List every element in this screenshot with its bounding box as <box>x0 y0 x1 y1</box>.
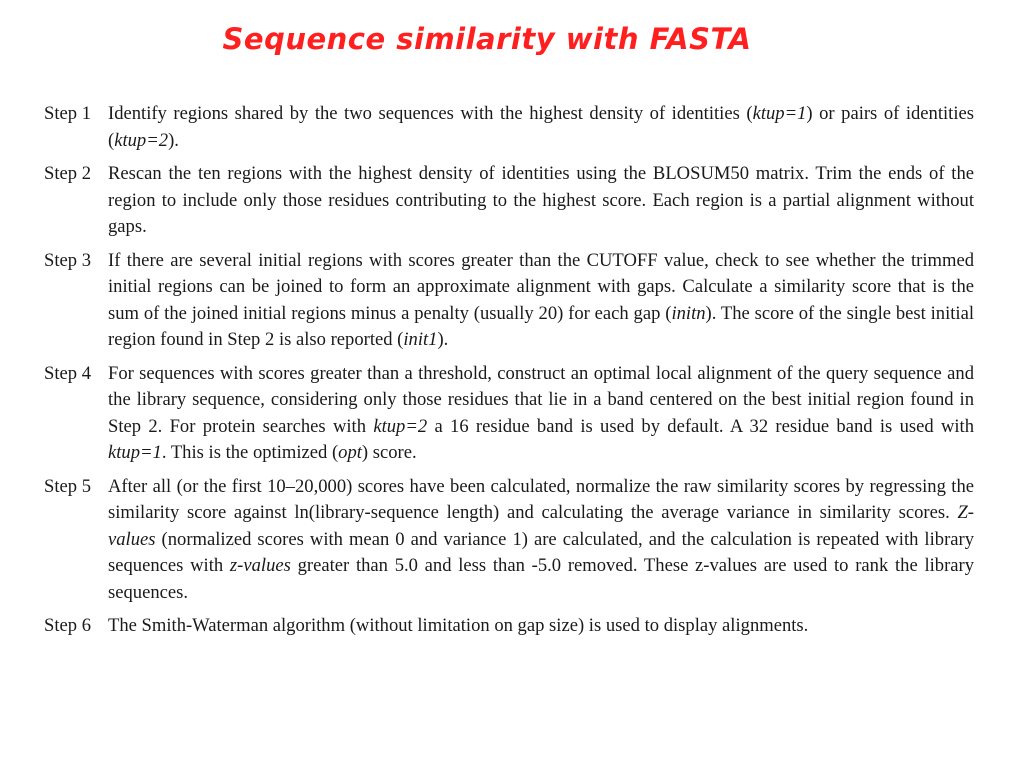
step-term: initn <box>671 302 706 324</box>
step-item <box>44 613 974 640</box>
step-text <box>108 361 974 467</box>
step-item <box>44 101 974 154</box>
step-term: Z-values <box>108 502 974 550</box>
step-text-segment: (normalized scores with mean 0 and variance 1) are calculated, and the calculation is repeated with library sequences with <box>108 528 974 576</box>
step-item <box>44 474 974 607</box>
step-label: Step 3 <box>44 249 92 271</box>
step-text-segment: ) or pairs of identities ( <box>108 103 974 151</box>
step-text <box>108 613 974 640</box>
step-text <box>108 248 974 354</box>
step-text-segment: a 16 residue band is used by default. A 32 residue band is used with <box>427 415 974 437</box>
steps-list <box>44 101 974 647</box>
step-text-segment: greater than 5.0 and less than -5.0 removed. These z-values are used to rank the library sequences. <box>108 555 975 603</box>
step-text-segment: Identify regions shared by the two sequences with the highest density of identities ( <box>108 103 753 124</box>
step-text-segment: . This is the optimized ( <box>161 442 339 463</box>
step-text-segment: ). <box>168 129 179 151</box>
step-text-segment: ) score. <box>361 442 417 463</box>
step-text <box>108 101 974 154</box>
step-term: opt <box>338 442 362 463</box>
step-item <box>44 161 974 241</box>
step-text-segment: If there are several initial regions with scores greater than the CUTOFF value, check to see whether the trimmed initial regions can be joined to form an approximate alignment with gaps. Calculate a similarity score that is the sum of the joined initial regions minus a penalty (usually 20) for each gap ( <box>108 249 974 324</box>
step-text <box>108 474 974 607</box>
step-text-segment: ). <box>437 329 449 350</box>
step-label: Step 6 <box>44 615 92 636</box>
step-item <box>44 248 974 354</box>
slide-title <box>0 22 1024 56</box>
step-label: Step 5 <box>44 475 92 497</box>
step-label: Step 4 <box>44 362 92 384</box>
step-term: ktup=2 <box>373 415 428 437</box>
title-text: Sequence similarity with FASTA <box>222 22 752 56</box>
step-term: z-values <box>229 555 291 576</box>
step-text-segment: ). The score of the single best initial region found in Step 2 is also reported ( <box>108 302 974 350</box>
step-term: ktup=2 <box>114 129 169 151</box>
step-term: ktup=1 <box>108 442 162 463</box>
step-text-segment: For sequences with scores greater than a threshold, construct an optimal local alignment of the query sequence and the library sequence, considering only those residues that lie in a band centered on the best initial region found in Step 2. For protein searches with <box>108 362 974 437</box>
step-term: ktup=1 <box>752 103 807 124</box>
step-text-segment: After all (or the first 10–20,000) scores have been calculated, normalize the raw similarity scores by regressing the similarity score against ln(library-sequence length) and calculating the average variance in similarity scores. <box>108 475 974 523</box>
step-label: Step 2 <box>44 163 92 184</box>
step-item <box>44 361 974 467</box>
step-text <box>108 161 974 241</box>
step-term: init1 <box>403 329 438 350</box>
step-text-segment: Rescan the ten regions with the highest density of identities using the BLOSUM50 matrix. Trim the ends of the region to include only those residues contributing to the highest score. Each region is a partial alignment without gaps. <box>108 163 974 237</box>
step-text-segment: The Smith-Waterman algorithm (without limitation on gap size) is used to display alignments. <box>108 615 809 636</box>
step-label: Step 1 <box>44 103 92 124</box>
